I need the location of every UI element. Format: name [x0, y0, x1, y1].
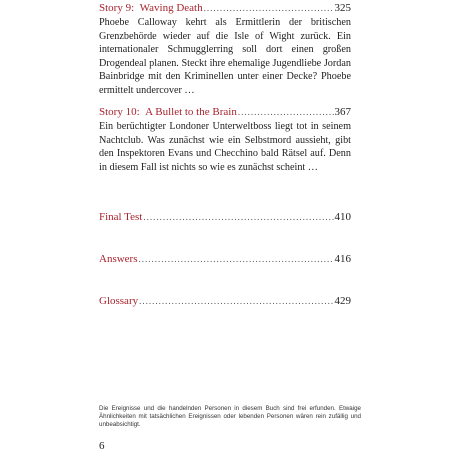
toc-entry-glossary	[99, 295, 351, 308]
toc-line[interactable]	[99, 2, 351, 15]
toc-page-number: 325	[334, 2, 351, 14]
toc-story-label: Story 10:	[99, 106, 140, 118]
leader-dots	[238, 106, 334, 119]
leader-dots	[143, 211, 333, 224]
story-description: Ein berüchtigter Londoner Unterweltboss liegt tot in seinem Nachtclub. Was zunächst wie ein Selbstmord aussieht, gibt den Inspektoren Evans und Checchino bald Rätsel auf. Denn in diesem Fall ist nichts so wie es zunächst scheint …	[99, 121, 351, 173]
leader-dots	[139, 295, 333, 308]
toc-section-title: Final Test	[99, 211, 143, 223]
toc-section-title: Glossary	[99, 295, 139, 307]
toc-line[interactable]	[99, 295, 351, 308]
disclaimer-text: Die Ereignisse und die handelnden Personen in diesem Buch sind frei erfunden. Etwaige Ähnlichkeiten mit tatsächlichen Ereignissen oder lebenden Personen wären rein zufällig und unbeabsichtigt.	[99, 405, 361, 428]
leader-dots	[139, 253, 334, 266]
toc-page-number: 416	[334, 253, 351, 265]
toc-line[interactable]	[99, 106, 351, 119]
toc-page-number: 367	[334, 106, 351, 118]
toc-story-title: Waving Death	[139, 2, 203, 14]
toc-entry-answers	[99, 253, 351, 266]
leader-dots	[204, 2, 334, 15]
toc-entry-story-9	[99, 2, 351, 98]
toc-line[interactable]	[99, 253, 351, 266]
toc-line[interactable]	[99, 211, 351, 224]
toc-entry-final-test	[99, 211, 351, 224]
page-number: 6	[99, 440, 105, 452]
toc-story-title: A Bullet to the Brain	[145, 106, 237, 118]
toc-section-title: Answers	[99, 253, 138, 265]
toc-page-number: 410	[334, 211, 351, 223]
toc-page-number: 429	[334, 295, 351, 307]
toc-entry-story-10	[99, 106, 351, 174]
story-description: Phoebe Calloway kehrt als Ermittlerin der britischen Grenzbehörde wieder auf die Isle of Wight zurück. Ein internationaler Schmugglerring soll dort einen großen Drogendeal planen. Steckt ihre ehemalige Jugendliebe Jordan Bainbridge mit den Kriminellen unter einer Decke? Phoebe ermittelt undercover …	[99, 17, 351, 96]
toc-story-label: Story 9:	[99, 2, 135, 14]
